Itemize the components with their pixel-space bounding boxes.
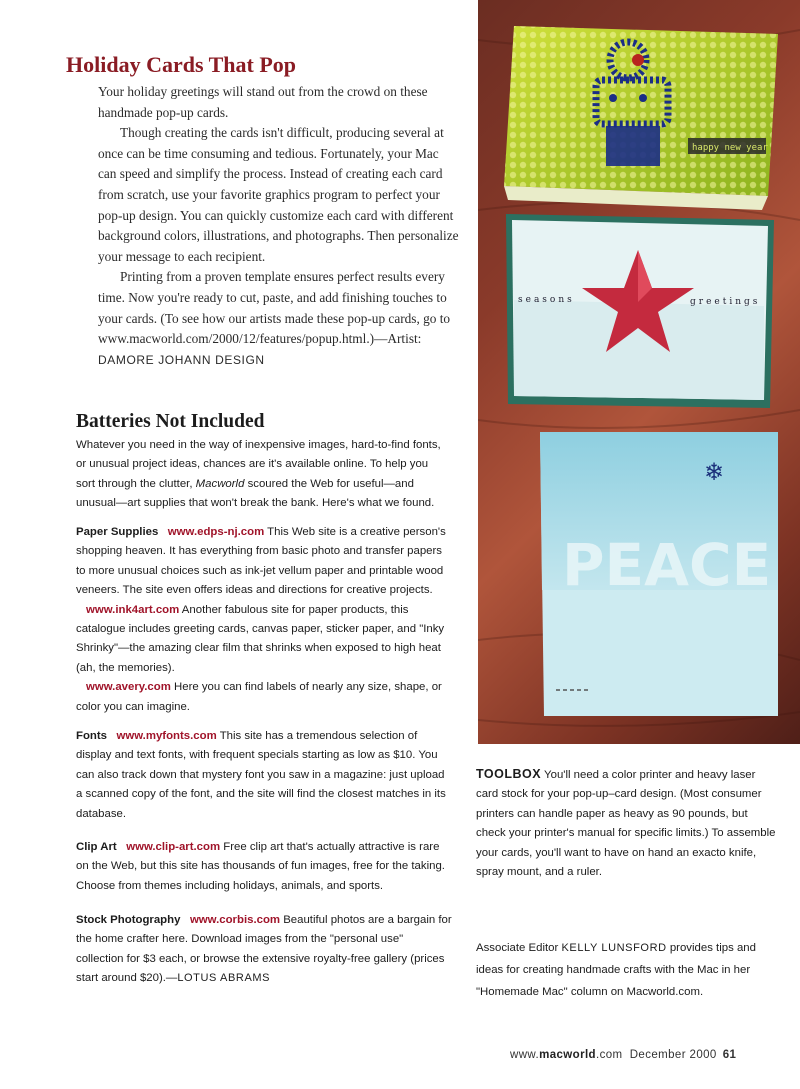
author-bio — [476, 937, 766, 1003]
paragraph-3-text: Printing from a proven template ensures perfect results every time. Now you're ready to cut, paste, and add finishing touches to your cards. (To see how our artists made these pop-up cards, go to www.macworld.com/2000/12/features/popup.html.)—Artist: — [98, 269, 451, 347]
link-ink4art[interactable]: www.ink4art.com — [86, 603, 180, 616]
link-myfonts[interactable]: www.myfonts.com — [116, 730, 217, 742]
footer-url-suffix: .com — [595, 1049, 623, 1061]
issue-date: December 2000 — [629, 1049, 717, 1061]
article-body — [98, 82, 460, 370]
paragraph-2: Though creating the cards isn't difficult, producing several at once can be time consuming and tedious. Fortunately, your Mac can speed and simplify the process. Instead of creating each card from scratch, use your favorite graphics program to perfect your pop-up design. You can quickly customize each card with different background colors, illustrations, and photographs. Then personalize your message to each recipient. — [98, 125, 459, 264]
cards-photo — [478, 0, 800, 744]
category-label: Stock Photography — [76, 914, 181, 926]
entry-text: This site has a tremendous selection of display and text fonts, with frequent specials starting as low as $10. You can also track down that mystery font you saw in a magazine: just upload a scanned copy of the font, and the site will find the closest matches in its database. — [76, 730, 446, 820]
author-credit: LOTUS ABRAMS — [177, 972, 271, 985]
sub-entry-avery — [76, 678, 452, 717]
card3-text: PEACE — [562, 531, 772, 599]
entry-fonts — [76, 727, 452, 824]
entry-text: Here you can find labels of nearly any size, shape, or color you can imagine. — [76, 681, 442, 713]
footer-brand: macworld — [539, 1049, 596, 1061]
card2-left-text: seasons — [518, 295, 575, 305]
author-name: KELLY LUNSFORD — [561, 942, 667, 954]
paragraph-3 — [98, 267, 460, 370]
page-number: 61 — [722, 1049, 737, 1061]
link-corbis[interactable]: www.corbis.com — [189, 914, 281, 926]
link-edps[interactable]: www.edps-nj.com — [167, 526, 265, 538]
toolbox-box — [476, 765, 776, 882]
entry-paper-supplies — [76, 523, 452, 717]
entry-text: Free clip art that's actually attractive is rare on the Web, but this site has thousands of fun images, free for the taking. Choose from themes including holidays, animals, and sports. — [76, 841, 445, 892]
card-happy-new-year — [504, 26, 778, 210]
page-footer — [510, 1049, 736, 1061]
entry-clip-art — [76, 838, 452, 896]
section-intro — [76, 436, 450, 514]
artist-credit: DAMORE JOHANN DESIGN — [98, 352, 265, 367]
entry-text: This Web site is a creative person's shopping heaven. It has everything from basic photo and transfer papers to more unusual choices such as ink-jet vellum paper and printable wood veneers. The site even offers ideas and directions for creative projects. — [76, 526, 446, 597]
paragraph-1: Your holiday greetings will stand out from the crowd on these handmade pop-up cards. — [98, 84, 428, 120]
bio-text-end: provides tips and ideas for creating handmade crafts with the Mac in her "Homemade Mac" column on Macworld.com. — [476, 942, 756, 998]
entry-stock-photography — [76, 911, 452, 989]
magazine-name: Macworld — [195, 477, 245, 490]
toolbox-label: TOOLBOX — [476, 767, 542, 781]
cards-illustration — [478, 0, 800, 744]
intro-text: Whatever you need in the way of inexpensive images, hard-to-find fonts, or unusual project ideas, chances are it's available online. To help you sort through the clutter, — [76, 439, 441, 490]
link-avery[interactable]: www.avery.com — [86, 681, 171, 694]
link-clip-art[interactable]: www.clip-art.com — [126, 841, 221, 853]
article-title: Holiday Cards That Pop — [66, 52, 297, 77]
toolbox-text: You'll need a color printer and heavy laser card stock for your pop-up–card design. (Most consumer printers can handle paper as heavy as 90 pounds, but check your printer's manual for specific limits.) To assemble your cards, you'll want to have on hand an exacto knife, spray mount, and a ruler. — [476, 769, 776, 879]
entry-text: Beautiful photos are a bargain for the home crafter here. Download images from the "personal use" collection for $3 each, or browse the extensive royalty-free gallery (prices start around $20).— — [76, 914, 452, 985]
card1-text: happy new year — [692, 143, 768, 153]
snowflake-icon: ❄ — [704, 459, 725, 486]
bio-text: Associate Editor — [476, 942, 562, 954]
category-label: Clip Art — [76, 841, 117, 853]
section-title: Batteries Not Included — [76, 411, 265, 432]
card2-right-text: greetings — [690, 297, 761, 307]
footer-url-prefix: www. — [510, 1049, 540, 1061]
entry-text: Another fabulous site for paper products, this catalogue includes greeting cards, canvas paper, sticker paper, and "Inky Shrinky"—the amazing clear film that shrinks when exposed to high heat (ah, the memories). — [76, 603, 445, 674]
intro-text-end: scoured the Web for useful—and unusual—art supplies that won't break the bank. Here's what we found. — [76, 477, 435, 510]
sub-entry-ink4art — [76, 601, 452, 679]
card-peace — [540, 432, 778, 716]
card-seasons-greetings — [506, 214, 774, 408]
category-label: Fonts — [76, 730, 108, 742]
category-label: Paper Supplies — [76, 526, 159, 538]
